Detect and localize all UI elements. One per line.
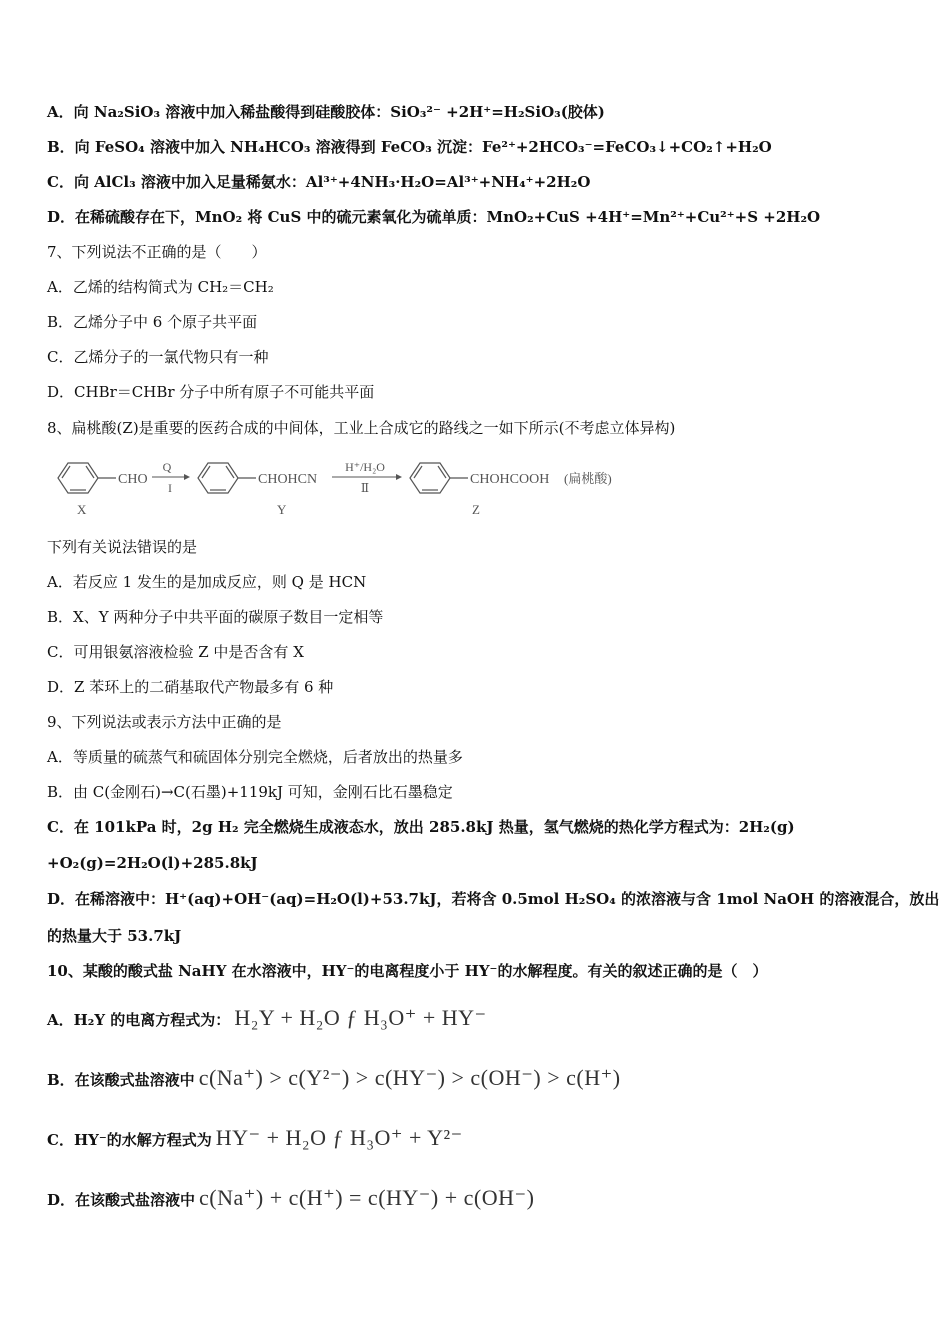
q10-option-c — [47, 1123, 463, 1155]
q6-option-c: C．向 AlCl₃ 溶液中加入足量稀氨水：Al³⁺+4NH₃·H₂O=Al³⁺+NH₄⁺+2H₂O — [47, 173, 591, 191]
q6-option-a: A．向 Na₂SiO₃ 溶液中加入稀盐酸得到硅酸胶体：SiO₃²⁻ +2H⁺=H₂SiO₃(胶体) — [47, 103, 605, 121]
reagent-2-bottom: Ⅱ — [360, 481, 370, 495]
q8-option-d: D．Z 苯环上的二硝基取代产物最多有 6 种 — [47, 678, 334, 696]
benzene-ring-y — [198, 463, 256, 493]
q7-option-a: A．乙烯的结构简式为 CH₂＝CH₂ — [47, 278, 274, 296]
group-z: CHOHCOOH — [470, 472, 550, 487]
q10-option-b — [47, 1063, 621, 1095]
q10-option-d — [47, 1183, 534, 1215]
reagent-2-top: H⁺/H₂O — [345, 460, 385, 474]
q10-option-a-equation: H₂Y + H₂O ƒ H₃O⁺ + HY⁻ — [234, 1005, 487, 1030]
q10-option-d-label: D．在该酸式盐溶液中 — [47, 1191, 196, 1209]
label-x: X — [77, 502, 87, 517]
q9-option-d-line1: D．在稀溶液中：H⁺(aq)+OH⁻(aq)=H₂O(l)+53.7kJ，若将含 0.5mol H₂SO₄ 的浓溶液与含 1mol NaOH 的溶液混合，放出 — [47, 890, 940, 908]
q9-option-d-line2: 的热量大于 53.7kJ — [47, 927, 182, 945]
q10-stem: 10、某酸的酸式盐 NaHY 在水溶液中，HY⁻的电离程度小于 HY⁻的水解程度。有关的叙述正确的是（ ） — [47, 962, 768, 980]
reagent-1-bottom: I — [168, 481, 172, 495]
benzene-ring-x — [58, 463, 116, 493]
q9-option-c-line2: +O₂(g)=2H₂O(l)+285.8kJ — [47, 854, 258, 872]
q10-option-b-label: B．在该酸式盐溶液中 — [47, 1071, 195, 1089]
q10-option-c-equation: HY⁻ + H₂O ƒ H₃O⁺ + Y²⁻ — [215, 1125, 463, 1150]
q8-sub-stem: 下列有关说法错误的是 — [47, 538, 198, 556]
q8-option-a: A．若反应 1 发生的是加成反应，则 Q 是 HCN — [47, 573, 367, 591]
synthesis-scheme — [52, 452, 652, 518]
q7-option-c: C．乙烯分子的一氯代物只有一种 — [47, 348, 269, 366]
q7-option-b: B．乙烯分子中 6 个原子共平面 — [47, 313, 258, 331]
q6-option-b: B．向 FeSO₄ 溶液中加入 NH₄HCO₃ 溶液得到 FeCO₃ 沉淀：Fe²⁺+2HCO₃⁻=FeCO₃↓+CO₂↑+H₂O — [47, 138, 772, 156]
q10-option-a — [47, 1003, 487, 1035]
q9-option-a: A．等质量的硫蒸气和硫固体分别完全燃烧，后者放出的热量多 — [47, 748, 463, 766]
q10-option-a-label: A．H₂Y 的电离方程式为： — [47, 1011, 231, 1029]
q9-stem: 9、下列说法或表示方法中正确的是 — [47, 713, 282, 731]
q8-option-c: C．可用银氨溶液检验 Z 中是否含有 X — [47, 643, 304, 661]
q7-stem: 7、下列说法不正确的是（ ） — [47, 243, 267, 261]
q10-option-c-label: C．HY⁻的水解方程式为 — [47, 1131, 212, 1149]
q6-option-d: D．在稀硫酸存在下，MnO₂ 将 CuS 中的硫元素氧化为硫单质：MnO₂+CuS +4H⁺=Mn²⁺+Cu²⁺+S +2H₂O — [47, 208, 821, 226]
benzene-ring-z — [410, 463, 468, 493]
q9-option-b: B．由 C(金刚石)→C(石墨)+119kJ 可知，金刚石比石墨稳定 — [47, 783, 453, 801]
group-x: CHO — [118, 472, 148, 487]
q7-option-d: D．CHBr＝CHBr 分子中所有原子不可能共平面 — [47, 383, 375, 401]
reagent-1-top: Q — [162, 460, 172, 474]
group-y: CHOHCN — [258, 472, 318, 487]
q8-stem: 8、扁桃酸(Z)是重要的医药合成的中间体，工业上合成它的路线之一如下所示(不考虑立体异构) — [47, 419, 676, 437]
label-y: Y — [277, 502, 287, 517]
label-z: Z — [472, 502, 480, 517]
q8-option-b: B．X、Y 两种分子中共平面的碳原子数目一定相等 — [47, 608, 384, 626]
q9-option-c-line1: C．在 101kPa 时，2g H₂ 完全燃烧生成液态水，放出 285.8kJ 热量，氢气燃烧的热化学方程式为：2H₂(g) — [47, 818, 795, 836]
z-name: (扁桃酸) — [564, 471, 612, 486]
q10-option-d-equation: c(Na⁺) + c(H⁺) = c(HY⁻) + c(OH⁻) — [199, 1185, 535, 1210]
q10-option-b-equation: c(Na⁺) > c(Y²⁻) > c(HY⁻) > c(OH⁻) > c(H⁺) — [198, 1065, 621, 1090]
